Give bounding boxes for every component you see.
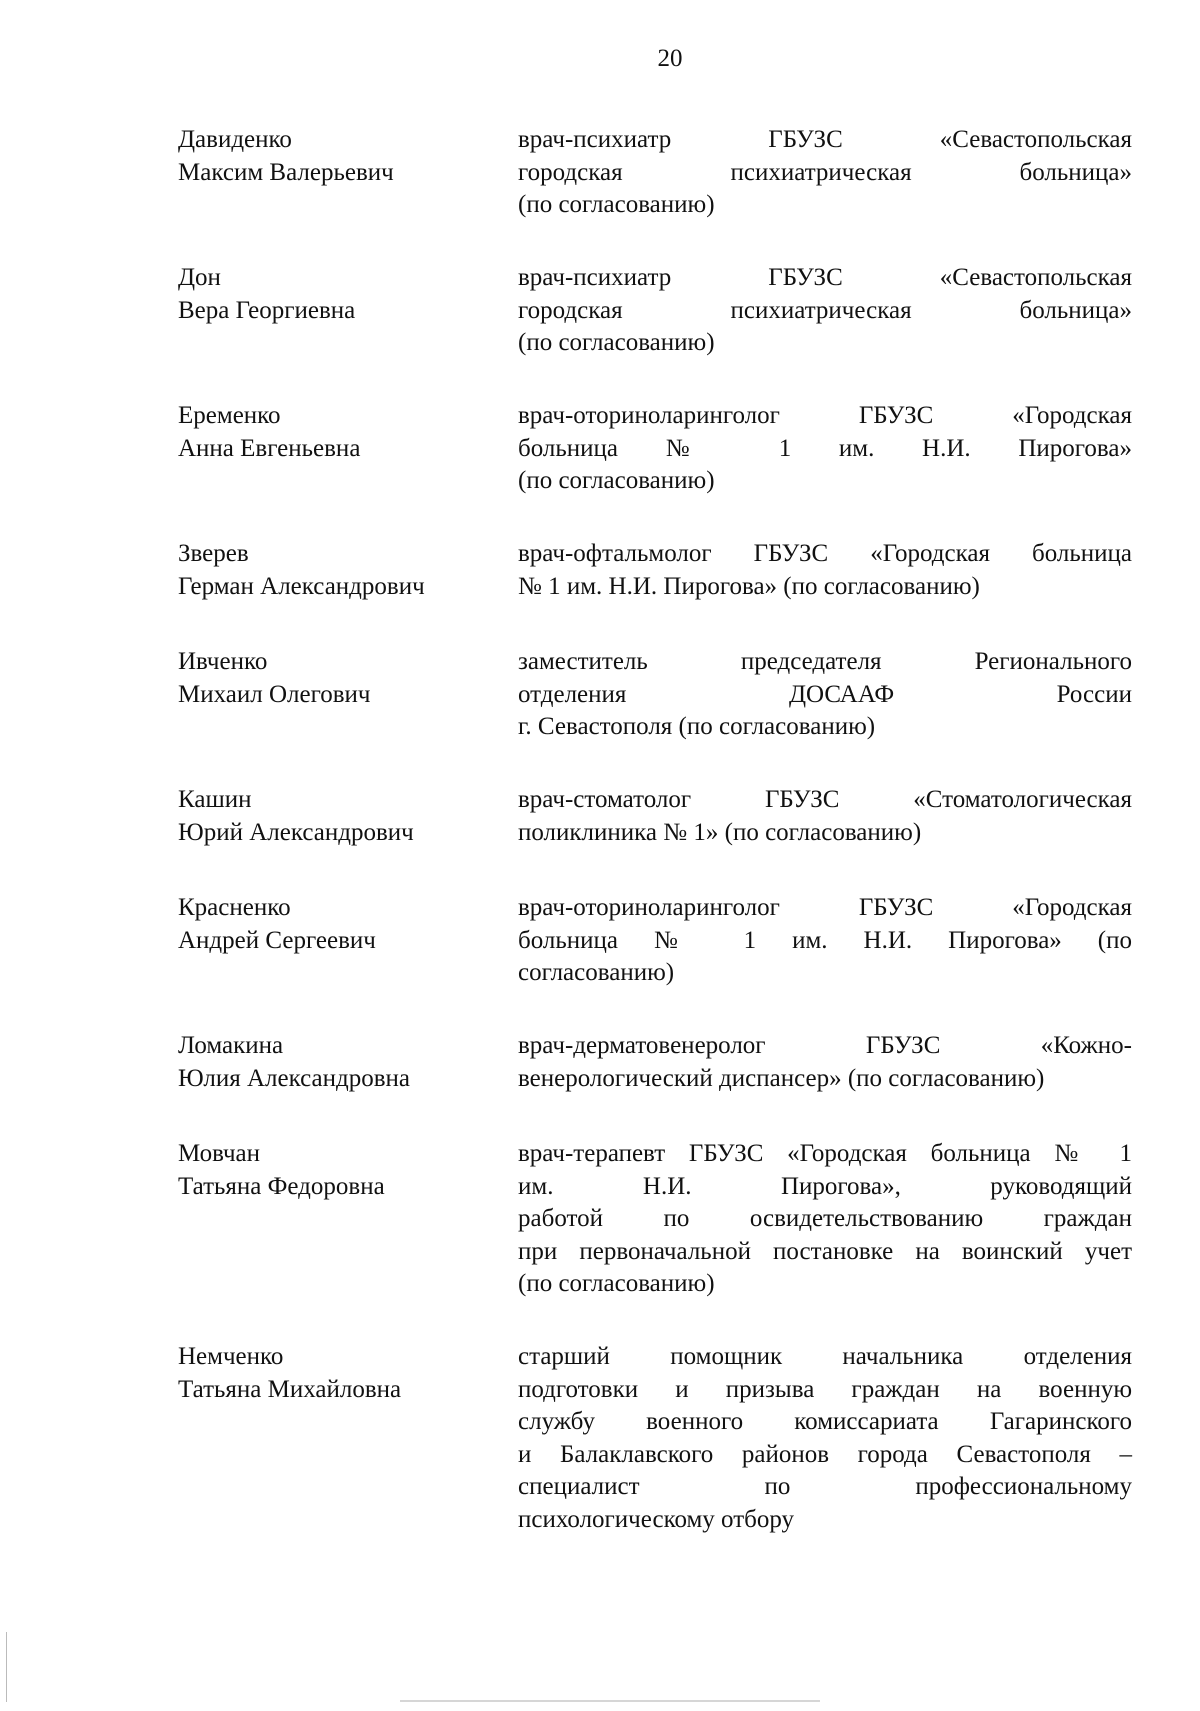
member-role-line: г. Севастополя (по согласованию) [518, 713, 876, 740]
member-surname: Давиденко [178, 126, 292, 153]
member-given-names: Герман Александрович [178, 572, 425, 600]
member-role-line: врач-стоматолог ГБУЗС «Стоматологическая [518, 786, 1132, 813]
member-name [178, 1138, 498, 1203]
member-role-line: службу военного комиссариата Гагаринского [518, 1408, 1132, 1435]
member-role [518, 1030, 1132, 1095]
member-given-names: Юлия Александровна [178, 1064, 410, 1092]
member-role-line: (по согласованию) [518, 191, 715, 218]
member-role-line: врач-офтальмолог ГБУЗС «Городская больница [518, 540, 1132, 567]
member-surname: Дон [178, 264, 221, 291]
member-role [518, 400, 1132, 498]
member-given-names: Андрей Сергеевич [178, 926, 376, 954]
member-surname: Красненко [178, 894, 291, 921]
member-given-names: Анна Евгеньевна [178, 434, 361, 462]
member-role-line: психологическому отбору [518, 1505, 795, 1533]
member-role-line: подготовки и призыва граждан на военную [518, 1375, 1132, 1403]
member-role-line: венерологический диспансер» (по согласованию) [518, 1064, 1045, 1092]
member-given-names: Вера Георгиевна [178, 296, 356, 324]
member-role-line: больница № 1 им. Н.И. Пирогова» (по [518, 926, 1132, 954]
member-role-line: городская психиатрическая больница» [518, 296, 1132, 324]
member-name [178, 538, 498, 603]
member-given-names: Юрий Александрович [178, 818, 414, 846]
member-name [178, 400, 498, 465]
member-name [178, 784, 498, 849]
member-surname: Кашин [178, 786, 252, 813]
member-role-line: и Балаклавского районов города Севастополя – [518, 1440, 1132, 1468]
member-name [178, 1030, 498, 1095]
member-role [518, 892, 1132, 990]
member-given-names: Максим Валерьевич [178, 158, 394, 186]
scan-edge-mark [400, 1700, 820, 1702]
member-name [178, 892, 498, 957]
member-role-line: врач-оториноларинголог ГБУЗС «Городская [518, 402, 1132, 429]
member-role-line: специалист по профессиональному [518, 1473, 1132, 1500]
member-role-line: (по согласованию) [518, 467, 715, 494]
member-surname: Мовчан [178, 1140, 261, 1167]
member-role-line: им. Н.И. Пирогова», руководящий [518, 1172, 1132, 1200]
member-role-line: заместитель председателя Регионального [518, 648, 1132, 675]
member-role [518, 262, 1132, 360]
member-role-line: № 1 им. Н.И. Пирогова» (по согласованию) [518, 572, 980, 600]
member-role-line: отделения ДОСААФ России [518, 680, 1132, 708]
member-surname: Немченко [178, 1343, 284, 1370]
member-role-line: согласованию) [518, 959, 675, 986]
member-surname: Еременко [178, 402, 281, 429]
member-role-line: работой по освидетельствованию граждан [518, 1205, 1132, 1232]
member-role-line: (по согласованию) [518, 329, 715, 356]
member-role-line: врач-дерматовенеролог ГБУЗС «Кожно- [518, 1032, 1132, 1059]
member-role-line: врач-оториноларинголог ГБУЗС «Городская [518, 894, 1132, 921]
member-role-line: врач-психиатр ГБУЗС «Севастопольская [518, 264, 1132, 291]
member-role [518, 1341, 1132, 1536]
member-given-names: Татьяна Федоровна [178, 1172, 385, 1200]
member-role-line: при первоначальной постановке на воинский учет [518, 1237, 1132, 1265]
member-name [178, 646, 498, 711]
member-role [518, 124, 1132, 222]
member-surname: Ивченко [178, 648, 268, 675]
member-role [518, 784, 1132, 849]
scan-margin-mark [6, 1632, 7, 1702]
member-given-names: Михаил Олегович [178, 680, 371, 708]
member-role-line: поликлиника № 1» (по согласованию) [518, 818, 922, 846]
member-role [518, 538, 1132, 603]
member-role [518, 646, 1132, 744]
member-surname: Ломакина [178, 1032, 284, 1059]
member-given-names: Татьяна Михайловна [178, 1375, 402, 1403]
member-name [178, 262, 498, 327]
member-role-line: врач-психиатр ГБУЗС «Севастопольская [518, 126, 1132, 153]
member-role-line: городская психиатрическая больница» [518, 158, 1132, 186]
member-name [178, 1341, 498, 1406]
member-role-line: старший помощник начальника отделения [518, 1343, 1132, 1370]
member-role-line: больница № 1 им. Н.И. Пирогова» [518, 434, 1132, 462]
member-role-line: (по согласованию) [518, 1270, 715, 1297]
member-surname: Зверев [178, 540, 249, 567]
member-role-line: врач-терапевт ГБУЗС «Городская больница № 1 [518, 1140, 1132, 1167]
page-number: 20 [657, 45, 683, 72]
member-name [178, 124, 498, 189]
member-role [518, 1138, 1132, 1301]
